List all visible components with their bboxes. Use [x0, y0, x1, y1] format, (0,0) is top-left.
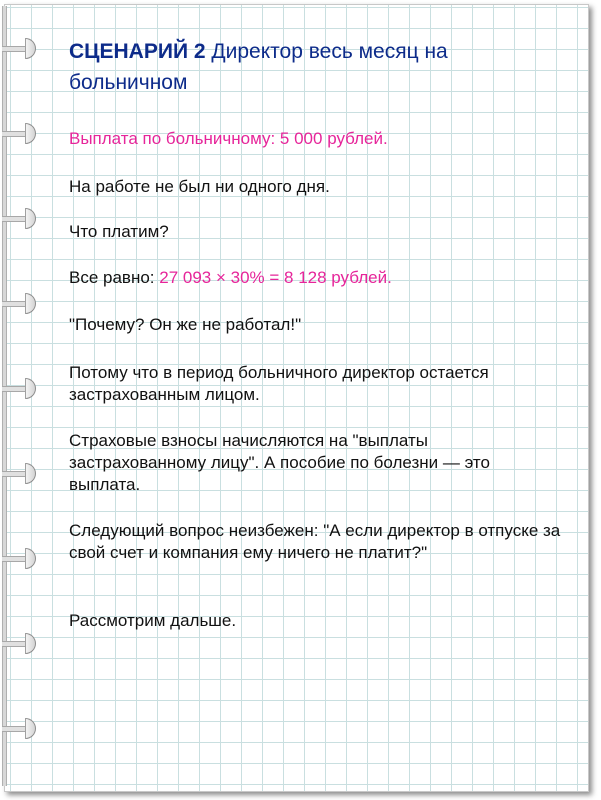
calculation-formula: 27 093 × 30% = 8 128 рублей. [159, 268, 392, 287]
paragraph-question: Что платим? [69, 222, 169, 241]
binder-ring-icon [2, 548, 36, 570]
paragraph-insured-person: Потому что в период больничного директор остается застрахованным лицом. [69, 363, 489, 404]
binder-ring-icon [2, 208, 36, 230]
paragraph-why-quote: "Почему? Он же не работал!" [69, 315, 302, 334]
binder-ring-icon [2, 293, 36, 315]
paragraph-continue: Рассмотрим дальше. [69, 611, 237, 630]
calculation-prefix: Все равно: [69, 268, 160, 287]
binder-ring-icon [2, 718, 36, 740]
sick-pay-amount: Выплата по больничному: 5 000 рублей. [69, 129, 388, 148]
paragraph-not-at-work: На работе не был ни одного дня. [69, 177, 330, 196]
binder-ring-icon [2, 463, 36, 485]
paragraph-contributions: Страховые взносы начисляются на "выплаты застрахованному лицу". А пособие по болезни — это выплата. [69, 431, 490, 494]
binder-ring-icon [2, 123, 36, 145]
paragraph-next-question: Следующий вопрос неизбежен: "А если директор в отпуске за свой счет и компания ему ничего не платит?" [69, 521, 561, 562]
page-title [69, 36, 539, 98]
paragraph-calculation [69, 267, 569, 289]
title-text: Директор весь месяц на больничном [69, 40, 448, 94]
binder-ring-icon [2, 38, 36, 60]
binder-ring-icon [2, 633, 36, 655]
binder-ring-icon [2, 378, 36, 400]
title-scenario-label: СЦЕНАРИЙ 2 [69, 40, 206, 63]
